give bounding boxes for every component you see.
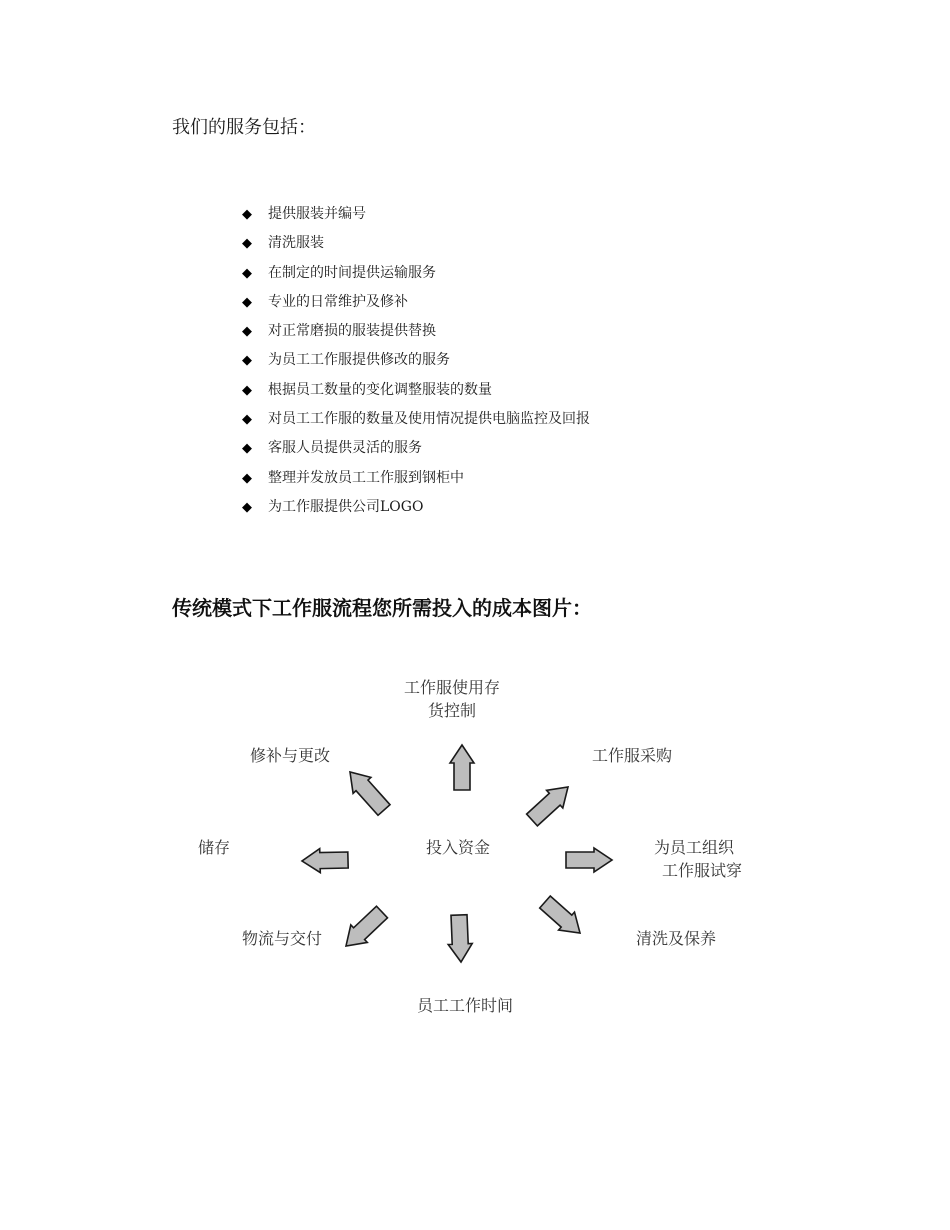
arrow-left-icon xyxy=(302,849,348,873)
center-node-investment: 投入资金 xyxy=(426,838,491,857)
diamond-bullet-icon: ◆ xyxy=(242,353,252,369)
service-label: 整理并发放员工工作服到钢柜中 xyxy=(268,469,464,486)
node-inventory-control-line1: 工作服使用存 xyxy=(403,678,500,697)
diamond-bullet-icon: ◆ xyxy=(242,412,252,428)
diamond-bullet-icon: ◆ xyxy=(242,236,252,252)
arrow-down-icon xyxy=(448,915,472,962)
diamond-bullet-icon: ◆ xyxy=(242,324,252,340)
node-inventory-control-line2: 货控制 xyxy=(427,701,476,720)
service-label: 根据员工数量的变化调整服装的数量 xyxy=(268,381,492,398)
service-label: 提供服装并编号 xyxy=(268,206,366,222)
cost-diagram-heading: 传统模式下工作服流程您所需投入的成本图片： xyxy=(172,596,592,620)
arrow-right-icon xyxy=(566,848,612,872)
node-purchasing: 工作服采购 xyxy=(592,746,673,765)
node-fitting-line2: 工作服试穿 xyxy=(662,861,743,880)
service-label: 在制定的时间提供运输服务 xyxy=(268,264,436,281)
node-inventory-control xyxy=(399,676,505,722)
diamond-bullet-icon: ◆ xyxy=(242,265,252,281)
service-label: 清洗服装 xyxy=(268,235,324,252)
arrow-up-right-icon xyxy=(527,787,568,826)
node-storage: 储存 xyxy=(198,838,231,857)
service-label: 为员工工作服提供修改的服务 xyxy=(268,352,450,369)
service-label: 对员工工作服的数量及使用情况提供电脑监控及回报 xyxy=(268,411,590,428)
diamond-bullet-icon: ◆ xyxy=(242,207,252,222)
diamond-bullet-icon: ◆ xyxy=(242,382,252,398)
diamond-bullet-icon: ◆ xyxy=(242,499,252,515)
service-label: 专业的日常维护及修补 xyxy=(268,293,408,310)
node-work-time: 员工工作时间 xyxy=(417,996,514,1015)
arrow-down-right-icon xyxy=(540,896,580,933)
arrow-down-left-icon xyxy=(346,906,388,946)
node-fitting-line1: 为员工组织 xyxy=(654,838,735,857)
intro-text: 我们的服务包括： xyxy=(172,117,316,138)
arrow-up-icon xyxy=(450,745,474,790)
service-label: 对正常磨损的服装提供替换 xyxy=(268,323,436,340)
service-label: 客服人员提供灵活的服务 xyxy=(268,440,422,457)
service-label: 为工作服提供公司LOGO xyxy=(268,498,424,515)
diamond-bullet-icon: ◆ xyxy=(242,470,252,486)
node-repair: 修补与更改 xyxy=(250,746,331,765)
node-fitting xyxy=(654,836,742,882)
diamond-bullet-icon: ◆ xyxy=(242,294,252,310)
diamond-bullet-icon: ◆ xyxy=(242,441,252,457)
node-cleaning: 清洗及保养 xyxy=(636,929,717,948)
arrow-up-left-icon xyxy=(350,772,390,815)
node-logistics: 物流与交付 xyxy=(242,929,323,948)
